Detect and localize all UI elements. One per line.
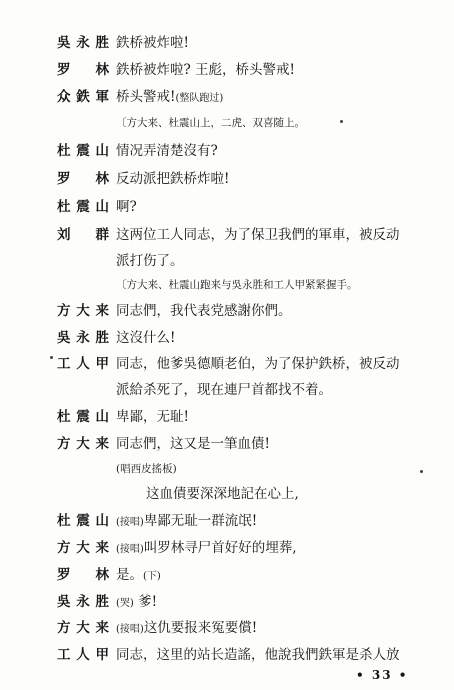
dialogue-text: 这沒什么! (116, 330, 176, 346)
stage-note: (整队跑过) (175, 93, 224, 104)
speaker-name: 工人甲 (57, 356, 109, 372)
speaker-name: 方大来 (57, 540, 109, 556)
script-line-continued (0, 248, 454, 274)
script-line (0, 298, 454, 324)
script-line (0, 615, 454, 641)
script-line (0, 222, 454, 248)
script-line (0, 404, 454, 430)
stage-direction-text: 〔方大来、杜震山跑来与吳永胜和工人甲紧紧握手。 (116, 279, 358, 291)
script-line (0, 351, 454, 377)
dialogue-text (116, 535, 297, 563)
script-line-continued (0, 377, 454, 403)
dialogue-text: 同志，他爹吳德順老伯，为了保护鉄桥，被反动 (116, 356, 400, 372)
dialogue-text (116, 615, 257, 643)
stage-note: (下) (143, 571, 161, 582)
dialogue-text-continued: 派打伤了。 (116, 253, 184, 269)
print-speck (50, 356, 53, 359)
speaker-name: 众鉄軍 (57, 89, 109, 105)
script-line (0, 194, 454, 220)
dialogue-text-continued: 派給杀死了，现在連尸首都找不着。 (116, 382, 332, 398)
dialogue-text-main: 卑鄙无耻一群流氓! (143, 513, 258, 529)
stage-direction (0, 110, 454, 136)
dialogue-text-main: 爹! (138, 594, 158, 610)
dialogue-text-main: 这仇要报来冤要償! (143, 620, 258, 636)
sung-text: 这血債要深深地記在心上, (146, 486, 299, 502)
speaker-name: 刘 群 (57, 227, 109, 243)
dialogue-text: 鉄桥被炸啦? 王彪，桥头警戒! (116, 62, 295, 78)
speaker-name: 吳永胜 (57, 594, 109, 610)
stage-note: (接唱) (116, 517, 144, 528)
stage-note: (接唱) (116, 544, 144, 555)
dialogue-text: 同志們，这又是一筆血債! (116, 436, 270, 452)
stage-note: (接唱) (116, 624, 144, 635)
script-line (0, 30, 454, 56)
script-line (0, 57, 454, 83)
sung-line (0, 481, 454, 507)
stage-direction (0, 272, 454, 298)
script-line (0, 84, 454, 110)
script-line (0, 138, 454, 164)
dialogue-text (116, 84, 223, 112)
script-line (0, 562, 454, 588)
dialogue-text: 同志，这里的站长造謠，他說我們鉄軍是杀人放 (116, 647, 400, 663)
speaker-name: 杜震山 (57, 409, 109, 425)
speaker-name: 吳永胜 (57, 35, 109, 51)
script-line (0, 589, 454, 615)
dialogue-text-main: 是。 (116, 567, 143, 583)
dialogue-text: 卑鄙，无耻! (116, 409, 189, 425)
dialogue-text (116, 508, 257, 536)
speaker-name: 杜震山 (57, 143, 109, 159)
dialogue-text-main: 桥头警戒! (116, 89, 176, 105)
script-line (0, 642, 454, 668)
speaker-name: 罗 林 (57, 171, 109, 187)
stage-direction-text: (唱西皮搖板) (116, 463, 177, 475)
stage-direction (0, 456, 454, 482)
script-line (0, 166, 454, 192)
dialogue-text-main: 叫罗林寻尸首好好的埋葬, (143, 540, 297, 556)
script-line (0, 535, 454, 561)
script-line (0, 325, 454, 351)
speaker-name: 工人甲 (57, 647, 109, 663)
print-speck (340, 120, 343, 123)
speaker-name: 方大来 (57, 620, 109, 636)
stage-note: (哭) (116, 598, 134, 609)
speaker-name: 罗 林 (57, 567, 109, 583)
speaker-name: 方大来 (57, 303, 109, 319)
dialogue-text: 这两位工人同志，为了保卫我們的軍車，被反动 (116, 227, 400, 243)
speaker-name: 杜震山 (57, 513, 109, 529)
page-number: • 33 • (356, 668, 409, 682)
speaker-name: 罗 林 (57, 62, 109, 78)
speaker-name: 吳永胜 (57, 330, 109, 346)
script-line (0, 431, 454, 457)
dialogue-text (116, 589, 157, 617)
dialogue-text: 同志們，我代表党感謝你們。 (116, 303, 292, 319)
dialogue-text: 反动派把鉄桥炸啦! (116, 171, 230, 187)
script-line (0, 508, 454, 534)
dialogue-text: 情况弄清楚沒有? (116, 143, 218, 159)
speaker-name: 杜震山 (57, 199, 109, 215)
print-speck (420, 470, 423, 473)
dialogue-text: 鉄桥被炸啦! (116, 35, 189, 51)
dialogue-text: 啊? (116, 199, 137, 215)
stage-direction-text: 〔方大来、杜震山上，二虎、双喜随上。 (116, 117, 305, 129)
speaker-name: 方大来 (57, 436, 109, 452)
dialogue-text (116, 562, 161, 590)
